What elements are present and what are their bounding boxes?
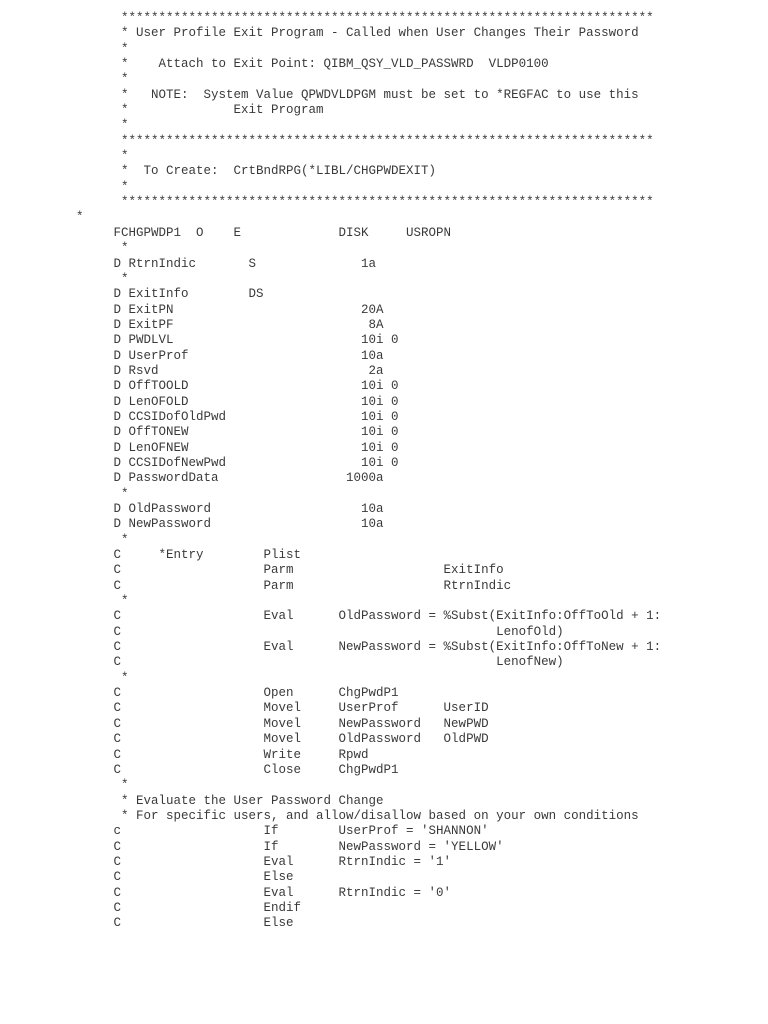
code-line: C Parm ExitInfo	[76, 563, 504, 578]
code-line: *	[76, 486, 129, 501]
code-line: *	[76, 179, 129, 194]
code-line: * To Create: CrtBndRPG(*LIBL/CHGPWDEXIT)	[76, 164, 437, 179]
code-line: *	[76, 271, 129, 286]
code-line: D CCSIDofNewPwd 10i 0	[76, 455, 399, 470]
code-line: C Eval OldPassword = %Subst(ExitInfo:OffToOld + 1:	[76, 609, 662, 624]
code-line: * Evaluate the User Password Change	[76, 793, 384, 808]
code-line: D OffTONEW 10i 0	[76, 425, 399, 440]
code-line: C Parm RtrnIndic	[76, 578, 512, 593]
code-line: *	[76, 210, 84, 225]
code-line: C Open ChgPwdP1	[76, 686, 399, 701]
code-line: * Attach to Exit Point: QIBM_QSY_VLD_PASSWRD VLDP0100	[76, 57, 549, 72]
code-line: *	[76, 41, 129, 56]
code-line: D PasswordData 1000a	[76, 471, 384, 486]
code-line: *	[76, 778, 129, 793]
code-line: D RtrnIndic S 1a	[76, 256, 377, 271]
code-line: C If NewPassword = 'YELLOW'	[76, 839, 504, 854]
code-line: c If UserProf = 'SHANNON'	[76, 824, 489, 839]
code-line: D OffTOOLD 10i 0	[76, 379, 399, 394]
code-line: C Movel NewPassword NewPWD	[76, 716, 489, 731]
code-line: * NOTE: System Value QPWDVLDPGM must be set to *REGFAC to use this	[76, 87, 639, 102]
code-line: *	[76, 118, 129, 133]
code-line: * For specific users, and allow/disallow based on your own conditions	[76, 808, 639, 823]
code-line: *	[76, 241, 129, 256]
code-line: C Else	[76, 916, 294, 931]
code-line: C Write Rpwd	[76, 747, 369, 762]
code-line: D CCSIDofOldPwd 10i 0	[76, 409, 399, 424]
code-line: D ExitPF 8A	[76, 317, 384, 332]
code-line: *	[76, 149, 129, 164]
code-line: D OldPassword 10a	[76, 502, 384, 516]
code-line: FCHGPWDP1 O E DISK USROPN	[76, 225, 452, 240]
code-line: D ExitInfo DS	[76, 287, 264, 302]
code-line: C LenofOld)	[76, 624, 564, 639]
code-line: D UserProf 10a	[76, 348, 384, 363]
code-line: *	[76, 594, 129, 609]
code-line: D Rsvd 2a	[76, 363, 384, 378]
code-line: C Movel OldPassword OldPWD	[76, 732, 489, 747]
code-line: *	[76, 532, 129, 547]
code-line: C Eval RtrnIndic = '0'	[76, 885, 452, 900]
code-line: ***********************************************************************	[76, 133, 654, 148]
code-line: C Endif	[76, 900, 302, 915]
code-line: C *Entry Plist	[76, 548, 302, 563]
code-line: * User Profile Exit Program - Called when User Changes Their Password	[76, 26, 639, 41]
code-line: * Exit Program	[76, 103, 324, 118]
code-line: *	[76, 670, 129, 685]
code-line: C LenofNew)	[76, 655, 564, 670]
code-line: *	[76, 72, 129, 87]
code-line: C Movel UserProf UserID	[76, 701, 489, 716]
code-line: C Eval NewPassword = %Subst(ExitInfo:OffToNew + 1:	[76, 640, 662, 655]
code-line: D LenOFNEW 10i 0	[76, 440, 399, 455]
code-line: C Eval RtrnIndic = '1'	[76, 854, 452, 869]
code-line: C Else	[76, 870, 294, 885]
code-line: D PWDLVL 10i 0	[76, 333, 399, 348]
rpg-source-listing	[76, 11, 661, 932]
code-line: D ExitPN 20A	[76, 302, 384, 317]
code-line: D LenOFOLD 10i 0	[76, 394, 399, 409]
code-line: ***********************************************************************	[76, 11, 654, 25]
code-line: ***********************************************************************	[76, 195, 654, 210]
code-line: D NewPassword 10a	[76, 517, 384, 532]
code-line: C Close ChgPwdP1	[76, 762, 399, 777]
